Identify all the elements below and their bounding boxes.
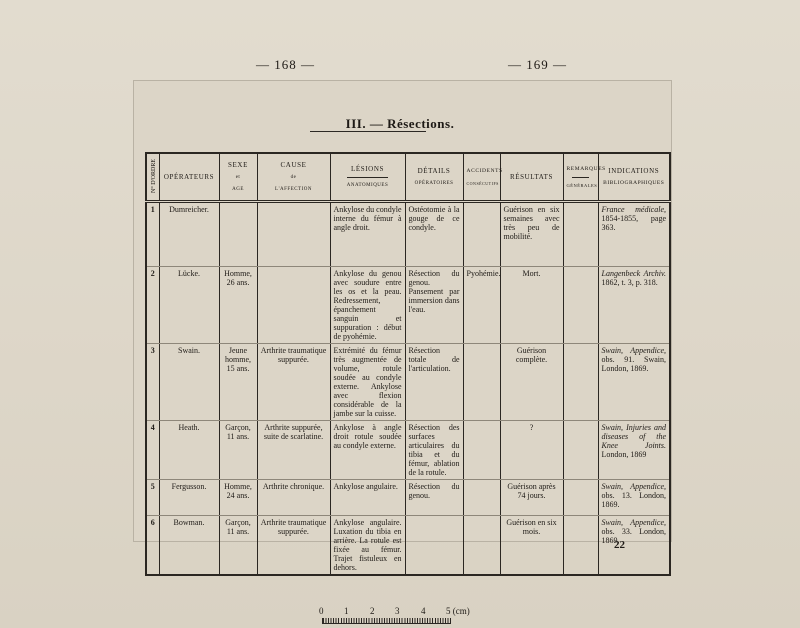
- header-sexe: SEXE et AGE: [219, 153, 257, 202]
- lesions-cell: Ankylose angulaire.: [330, 480, 405, 516]
- operator-cell: Bowman.: [159, 516, 219, 576]
- sex-age-cell: Homme, 26 ans.: [219, 267, 257, 344]
- lesions-cell: Ankylose angulaire. Luxation du tibia en arrière. La rotule est fixée au fémur. Trajet fistuleux en dehors.: [330, 516, 405, 576]
- row-number: 4: [146, 421, 159, 480]
- bibliography-cell: Swain, Injuries and diseases of the Knee Joints. London, 1869: [598, 421, 670, 480]
- remarks-cell: [563, 344, 598, 421]
- operator-cell: Heath.: [159, 421, 219, 480]
- details-cell: Résection des surfaces articulaires du tibia et du fémur, ablation de la rotule.: [405, 421, 463, 480]
- operator-cell: Dumreicher.: [159, 202, 219, 267]
- accidents-cell: [463, 202, 500, 267]
- scale-label: 1: [344, 606, 349, 616]
- cause-cell: [257, 267, 330, 344]
- sex-age-cell: Garçon, 11 ans.: [219, 421, 257, 480]
- cause-cell: Arthrite traumatique suppurée.: [257, 344, 330, 421]
- scale-label: 2: [370, 606, 375, 616]
- header-lesions: LÉSIONS ANATOMIQUES: [330, 153, 405, 202]
- scale-label: 0: [319, 606, 324, 616]
- lesions-cell: Ankylose du genou avec soudure entre les os et la peau. Redressement, épanchement sanguin et suppuration : début de pyohémie.: [330, 267, 405, 344]
- row-number: 6: [146, 516, 159, 576]
- accidents-cell: [463, 421, 500, 480]
- results-cell: Mort.: [500, 267, 563, 344]
- accidents-cell: [463, 480, 500, 516]
- row-number: 3: [146, 344, 159, 421]
- lesions-cell: Extrémité du fémur très augmentée de volume, rotule soudée au condyle externe. Ankylose avec flexion considérable de la jambe sur la cuisse.: [330, 344, 405, 421]
- header-indications: INDICATIONS BIBLIOGRAPHIQUES: [598, 153, 670, 202]
- table-row: [146, 480, 670, 516]
- section-title: III. — Résections.: [345, 116, 455, 131]
- lesions-cell: Ankylose du condyle interne du fémur à angle droit.: [330, 202, 405, 267]
- row-number: 5: [146, 480, 159, 516]
- remarks-cell: [563, 421, 598, 480]
- bibliography-cell: Swain, Appendice, obs. 13. London, 1869.: [598, 480, 670, 516]
- header-remarques: REMARQUES GÉNÉRALES: [563, 153, 598, 202]
- scale-label: 4: [421, 606, 426, 616]
- header-accidents: ACCIDENTS CONSÉCUTIFS: [463, 153, 500, 202]
- remarks-cell: [563, 516, 598, 576]
- sex-age-cell: Jeune homme, 15 ans.: [219, 344, 257, 421]
- page-number: 22: [614, 539, 625, 551]
- cause-cell: [257, 202, 330, 267]
- table-row: [146, 267, 670, 344]
- details-cell: Ostéotomie à la gouge de ce condyle.: [405, 202, 463, 267]
- lesions-cell: Ankylose à angle droit rotule soudée au condyle externe.: [330, 421, 405, 480]
- results-cell: Guérison en six mois.: [500, 516, 563, 576]
- bibliography-cell: France médicale, 1854-1855, page 363.: [598, 202, 670, 267]
- details-cell: Résection totale de l'articulation.: [405, 344, 463, 421]
- accidents-cell: [463, 344, 500, 421]
- bibliography-cell: Swain, Appendice, obs. 33. London, 1869.: [598, 516, 670, 576]
- scale-label: 3: [395, 606, 400, 616]
- results-cell: Guérison en six semaines avec très peu de mobilité.: [500, 202, 563, 267]
- details-cell: [405, 516, 463, 576]
- sex-age-cell: Homme, 24 ans.: [219, 480, 257, 516]
- table-row: [146, 344, 670, 421]
- row-number: 1: [146, 202, 159, 267]
- sex-age-cell: [219, 202, 257, 267]
- folio-right: — 169 —: [508, 57, 567, 72]
- header-details: DÉTAILS OPÉRATOIRES: [405, 153, 463, 202]
- header-numero: N° D'ORDRE: [146, 153, 159, 202]
- accidents-cell: [463, 516, 500, 576]
- bibliography-cell: Swain, Appendice, obs. 91. Swain, London, 1869.: [598, 344, 670, 421]
- operator-cell: Fergusson.: [159, 480, 219, 516]
- sex-age-cell: Garçon, 11 ans.: [219, 516, 257, 576]
- bibliography-cell: Langenbeck Archiv. 1862, t. 3, p. 318.: [598, 267, 670, 344]
- cause-cell: Arthrite traumatique suppurée.: [257, 516, 330, 576]
- title-underline: [310, 131, 426, 132]
- remarks-cell: [563, 267, 598, 344]
- operator-cell: Swain.: [159, 344, 219, 421]
- header-operateurs: OPÉRATEURS: [159, 153, 219, 202]
- remarks-cell: [563, 480, 598, 516]
- results-cell: Guérison complète.: [500, 344, 563, 421]
- scale-bar: [322, 618, 451, 624]
- accidents-cell: Pyohémie.: [463, 267, 500, 344]
- details-cell: Résection du genou.: [405, 480, 463, 516]
- remarks-cell: [563, 202, 598, 267]
- folio-left: — 168 —: [256, 57, 315, 72]
- row-number: 2: [146, 267, 159, 344]
- cause-cell: Arthrite chronique.: [257, 480, 330, 516]
- scale-label: 5 (cm): [446, 606, 470, 616]
- header-resultats: RÉSULTATS: [500, 153, 563, 202]
- table-row: [146, 202, 670, 267]
- resections-table: [145, 152, 671, 576]
- header-row: [146, 153, 670, 202]
- results-cell: ?: [500, 421, 563, 480]
- header-cause: CAUSE de L'AFFECTION: [257, 153, 330, 202]
- results-cell: Guérison après 74 jours.: [500, 480, 563, 516]
- details-cell: Résection du genou. Pansement par immersion dans l'eau.: [405, 267, 463, 344]
- table-row: [146, 516, 670, 576]
- cause-cell: Arthrite suppurée, suite de scarlatine.: [257, 421, 330, 480]
- table-row: [146, 421, 670, 480]
- operator-cell: Lücke.: [159, 267, 219, 344]
